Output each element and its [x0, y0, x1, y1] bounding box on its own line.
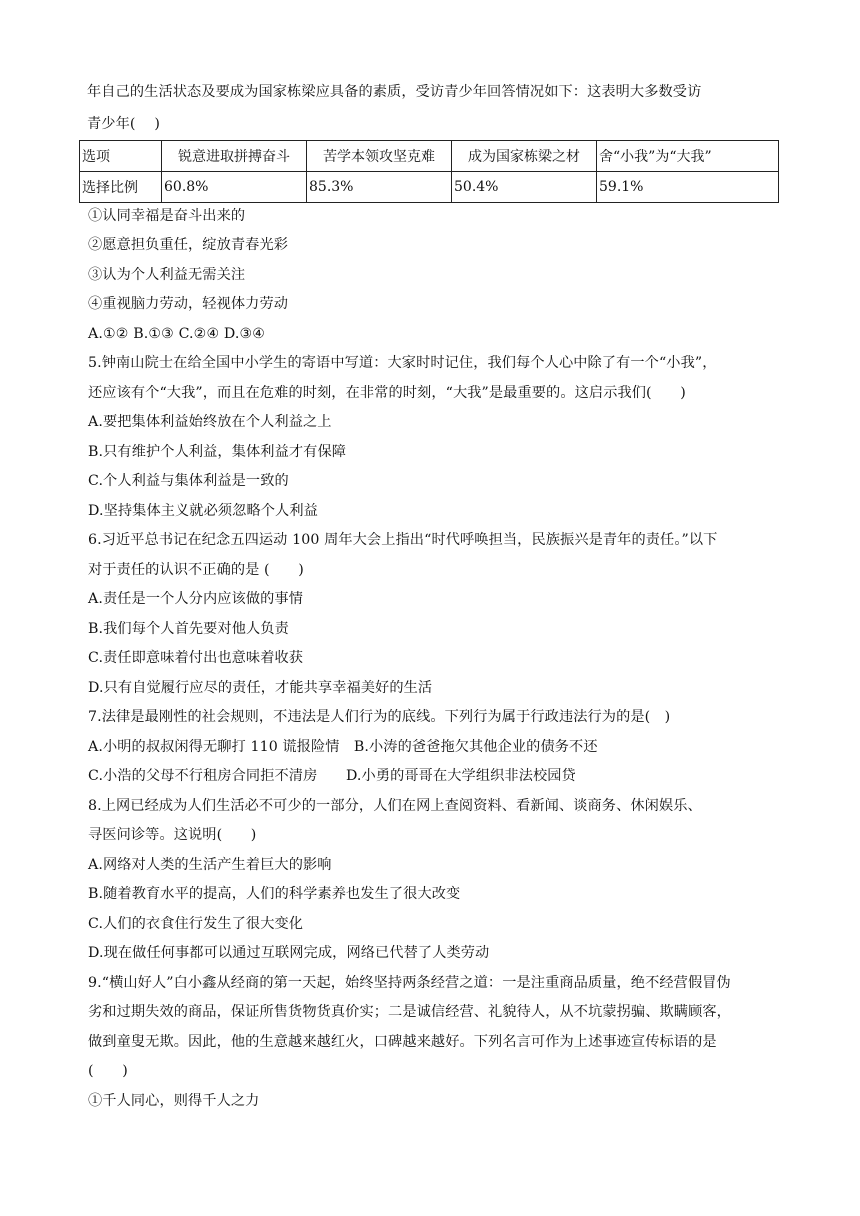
q4-option-3: ③认为个人利益无需关注: [88, 267, 246, 283]
q9-stem-line-2: 劣和过期失效的商品，保证所售货物货真价实；二是诚信经营、礼貌待人，从不坑蒙拐骗、欺瞒顾客，: [88, 1004, 731, 1020]
table-cell: 苦学本领攻坚克难: [307, 141, 452, 172]
q6-choice-d: D.只有自觉履行应尽的责任，才能共享幸福美好的生活: [88, 680, 433, 696]
q6-choice-a: A.责任是一个人分内应该做的事情: [88, 591, 303, 607]
table-cell: 60.8%: [162, 172, 307, 203]
q8-stem-line-1: 8.上网已经成为人们生活必不可少的一部分，人们在网上查阅资料、看新闻、谈商务、休闲娱乐、: [88, 798, 702, 814]
q6-choice-c: C.责任即意味着付出也意味着收获: [88, 650, 304, 666]
q6-choice-b: B.我们每个人首先要对他人负责: [88, 621, 289, 637]
q4-choices: A.①② B.①③ C.②④ D.③④: [88, 326, 266, 342]
intro-line-2: 青少年( ): [87, 116, 161, 132]
q4-option-4: ④重视脑力劳动，轻视体力劳动: [88, 296, 289, 312]
q8-choice-d: D.现在做任何事都可以通过互联网完成，网络已代替了人类劳动: [88, 945, 490, 961]
q9-option-1: ①千人同心，则得千人之力: [88, 1093, 260, 1109]
q5-stem-line-1: 5.钟南山院士在给全国中小学生的寄语中写道：大家时时记住，我们每个人心中除了有一个“小我”，: [88, 355, 717, 371]
table-cell: 锐意进取拼搏奋斗: [162, 141, 307, 172]
survey-table: [79, 140, 779, 203]
table-cell: 85.3%: [307, 172, 452, 203]
q4-option-2: ②愿意担负重任，绽放青春光彩: [88, 237, 289, 253]
intro-line-1: 年自己的生活状态及要成为国家栋梁应具备的素质，受访青少年回答情况如下：这表明大多数受访: [87, 84, 702, 100]
q7-choices-ab: A.小明的叔叔闲得无聊打 110 谎报险情 B.小涛的爸爸拖欠其他企业的债务不还: [88, 739, 598, 755]
q5-choice-b: B.只有维护个人利益，集体利益才有保障: [88, 444, 347, 460]
table-cell: 选项: [80, 141, 162, 172]
table-cell: 50.4%: [452, 172, 597, 203]
q9-stem-line-3: 做到童叟无欺。因此，他的生意越来越红火，口碑越来越好。下列名言可作为上述事迹宣传标语的是: [88, 1034, 717, 1050]
table-header-row: [80, 141, 779, 172]
q8-stem-line-2: 寻医问诊等。这说明( ): [88, 827, 257, 843]
q5-choice-d: D.坚持集体主义就必须忽略个人利益: [88, 503, 318, 519]
q5-stem-line-2: 还应该有个“大我”，而且在危难的时刻，在非常的时刻，“大我”是最重要的。这启示我们( ): [88, 385, 686, 401]
q5-choice-a: A.要把集体利益始终放在个人利益之上: [88, 414, 332, 430]
table-cell: 舍“小我”为“大我”: [597, 141, 779, 172]
q6-stem-line-1: 6.习近平总书记在纪念五四运动 100 周年大会上指出“时代呼唤担当，民族振兴是青年的责任。”以下: [88, 532, 718, 548]
table-cell: 成为国家栋梁之材: [452, 141, 597, 172]
q5-choice-c: C.个人利益与集体利益是一致的: [88, 473, 289, 489]
q6-stem-line-2: 对于责任的认识不正确的是 ( ): [88, 562, 304, 578]
table-cell: 59.1%: [597, 172, 779, 203]
q8-choice-b: B.随着教育水平的提高，人们的科学素养也发生了很大改变: [88, 886, 461, 902]
q7-choices-cd: C.小浩的父母不行租房合同拒不清房 D.小勇的哥哥在大学组织非法校园贷: [88, 768, 576, 784]
q7-stem: 7.法律是最刚性的社会规则，不违法是人们行为的底线。下列行为属于行政违法行为的是( ): [88, 709, 671, 725]
table-row: [80, 172, 779, 203]
table-cell: 选择比例: [80, 172, 162, 203]
q9-stem-line-1: 9.“横山好人”白小鑫从经商的第一天起，始终坚持两条经营之道：一是注重商品质量，绝不经营假冒伪: [88, 975, 731, 991]
q8-choice-a: A.网络对人类的生活产生着巨大的影响: [88, 857, 332, 873]
q4-option-1: ①认同幸福是奋斗出来的: [88, 208, 246, 224]
q9-stem-line-4: ( ): [88, 1063, 128, 1079]
q8-choice-c: C.人们的衣食住行发生了很大变化: [88, 916, 304, 932]
